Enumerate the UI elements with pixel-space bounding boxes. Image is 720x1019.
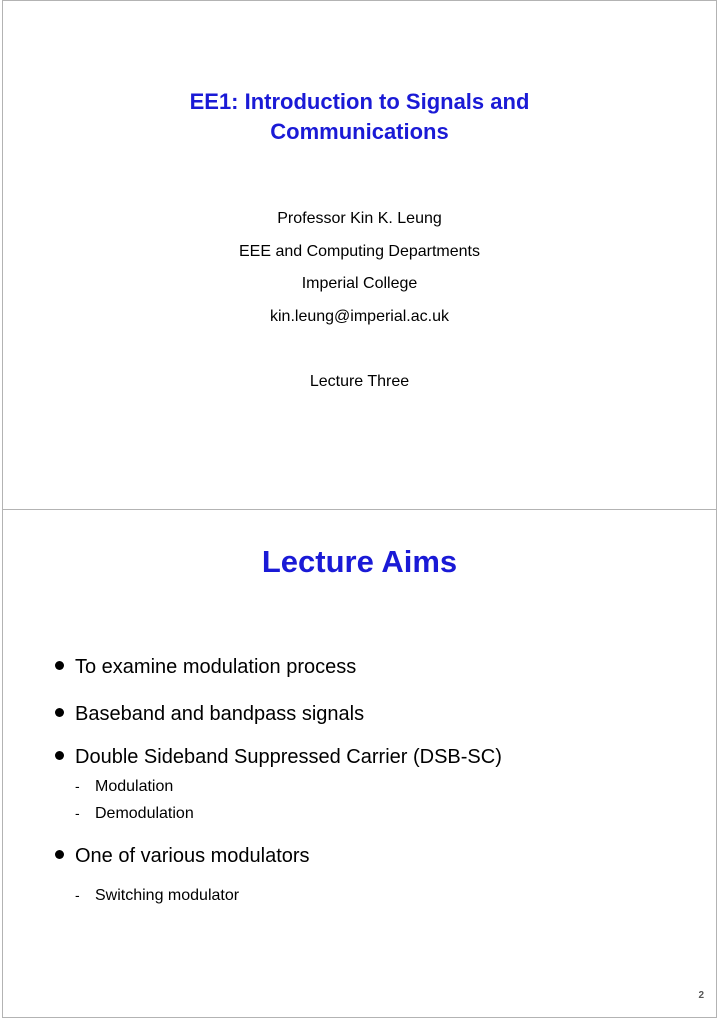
sub-item-text: Demodulation bbox=[95, 805, 194, 822]
email-address: kin.leung@imperial.ac.uk bbox=[270, 308, 449, 325]
college-name: Imperial College bbox=[301, 275, 418, 292]
bullet-text: Baseband and bandpass signals bbox=[75, 703, 365, 725]
bullet-dot-icon bbox=[55, 661, 64, 670]
bullet-item bbox=[55, 701, 364, 727]
sub-item bbox=[75, 776, 173, 797]
departments: EEE and Computing Departments bbox=[238, 243, 480, 260]
bullet-text: To examine modulation process bbox=[75, 656, 357, 678]
bullet-item bbox=[55, 654, 356, 680]
bullet-text: One of various modulators bbox=[75, 845, 310, 867]
professor-name: Professor Kin K. Leung bbox=[277, 210, 442, 227]
bullet-item bbox=[55, 744, 502, 770]
bullet-item bbox=[55, 843, 310, 869]
title-line-2: Communications bbox=[270, 119, 449, 144]
sub-item bbox=[75, 885, 239, 906]
page-number: 2 bbox=[698, 990, 704, 1001]
bullet-text: Double Sideband Suppressed Carrier (DSB-SC) bbox=[75, 746, 502, 768]
sub-item bbox=[75, 803, 194, 824]
title-slide bbox=[2, 0, 717, 510]
bullet-dot-icon bbox=[55, 850, 64, 859]
aims-slide bbox=[2, 509, 717, 1018]
dash-icon: - bbox=[75, 778, 80, 794]
slide-title: Lecture Aims bbox=[261, 544, 458, 579]
sub-item-text: Modulation bbox=[95, 778, 174, 795]
bullet-dot-icon bbox=[55, 708, 64, 717]
lecture-number: Lecture Three bbox=[309, 373, 410, 390]
sub-item-text: Switching modulator bbox=[95, 887, 240, 904]
title-line-1: EE1: Introduction to Signals and bbox=[189, 89, 530, 114]
slide-title bbox=[3, 87, 716, 147]
dash-icon: - bbox=[75, 805, 80, 821]
dash-icon: - bbox=[75, 887, 80, 903]
bullet-dot-icon bbox=[55, 751, 64, 760]
